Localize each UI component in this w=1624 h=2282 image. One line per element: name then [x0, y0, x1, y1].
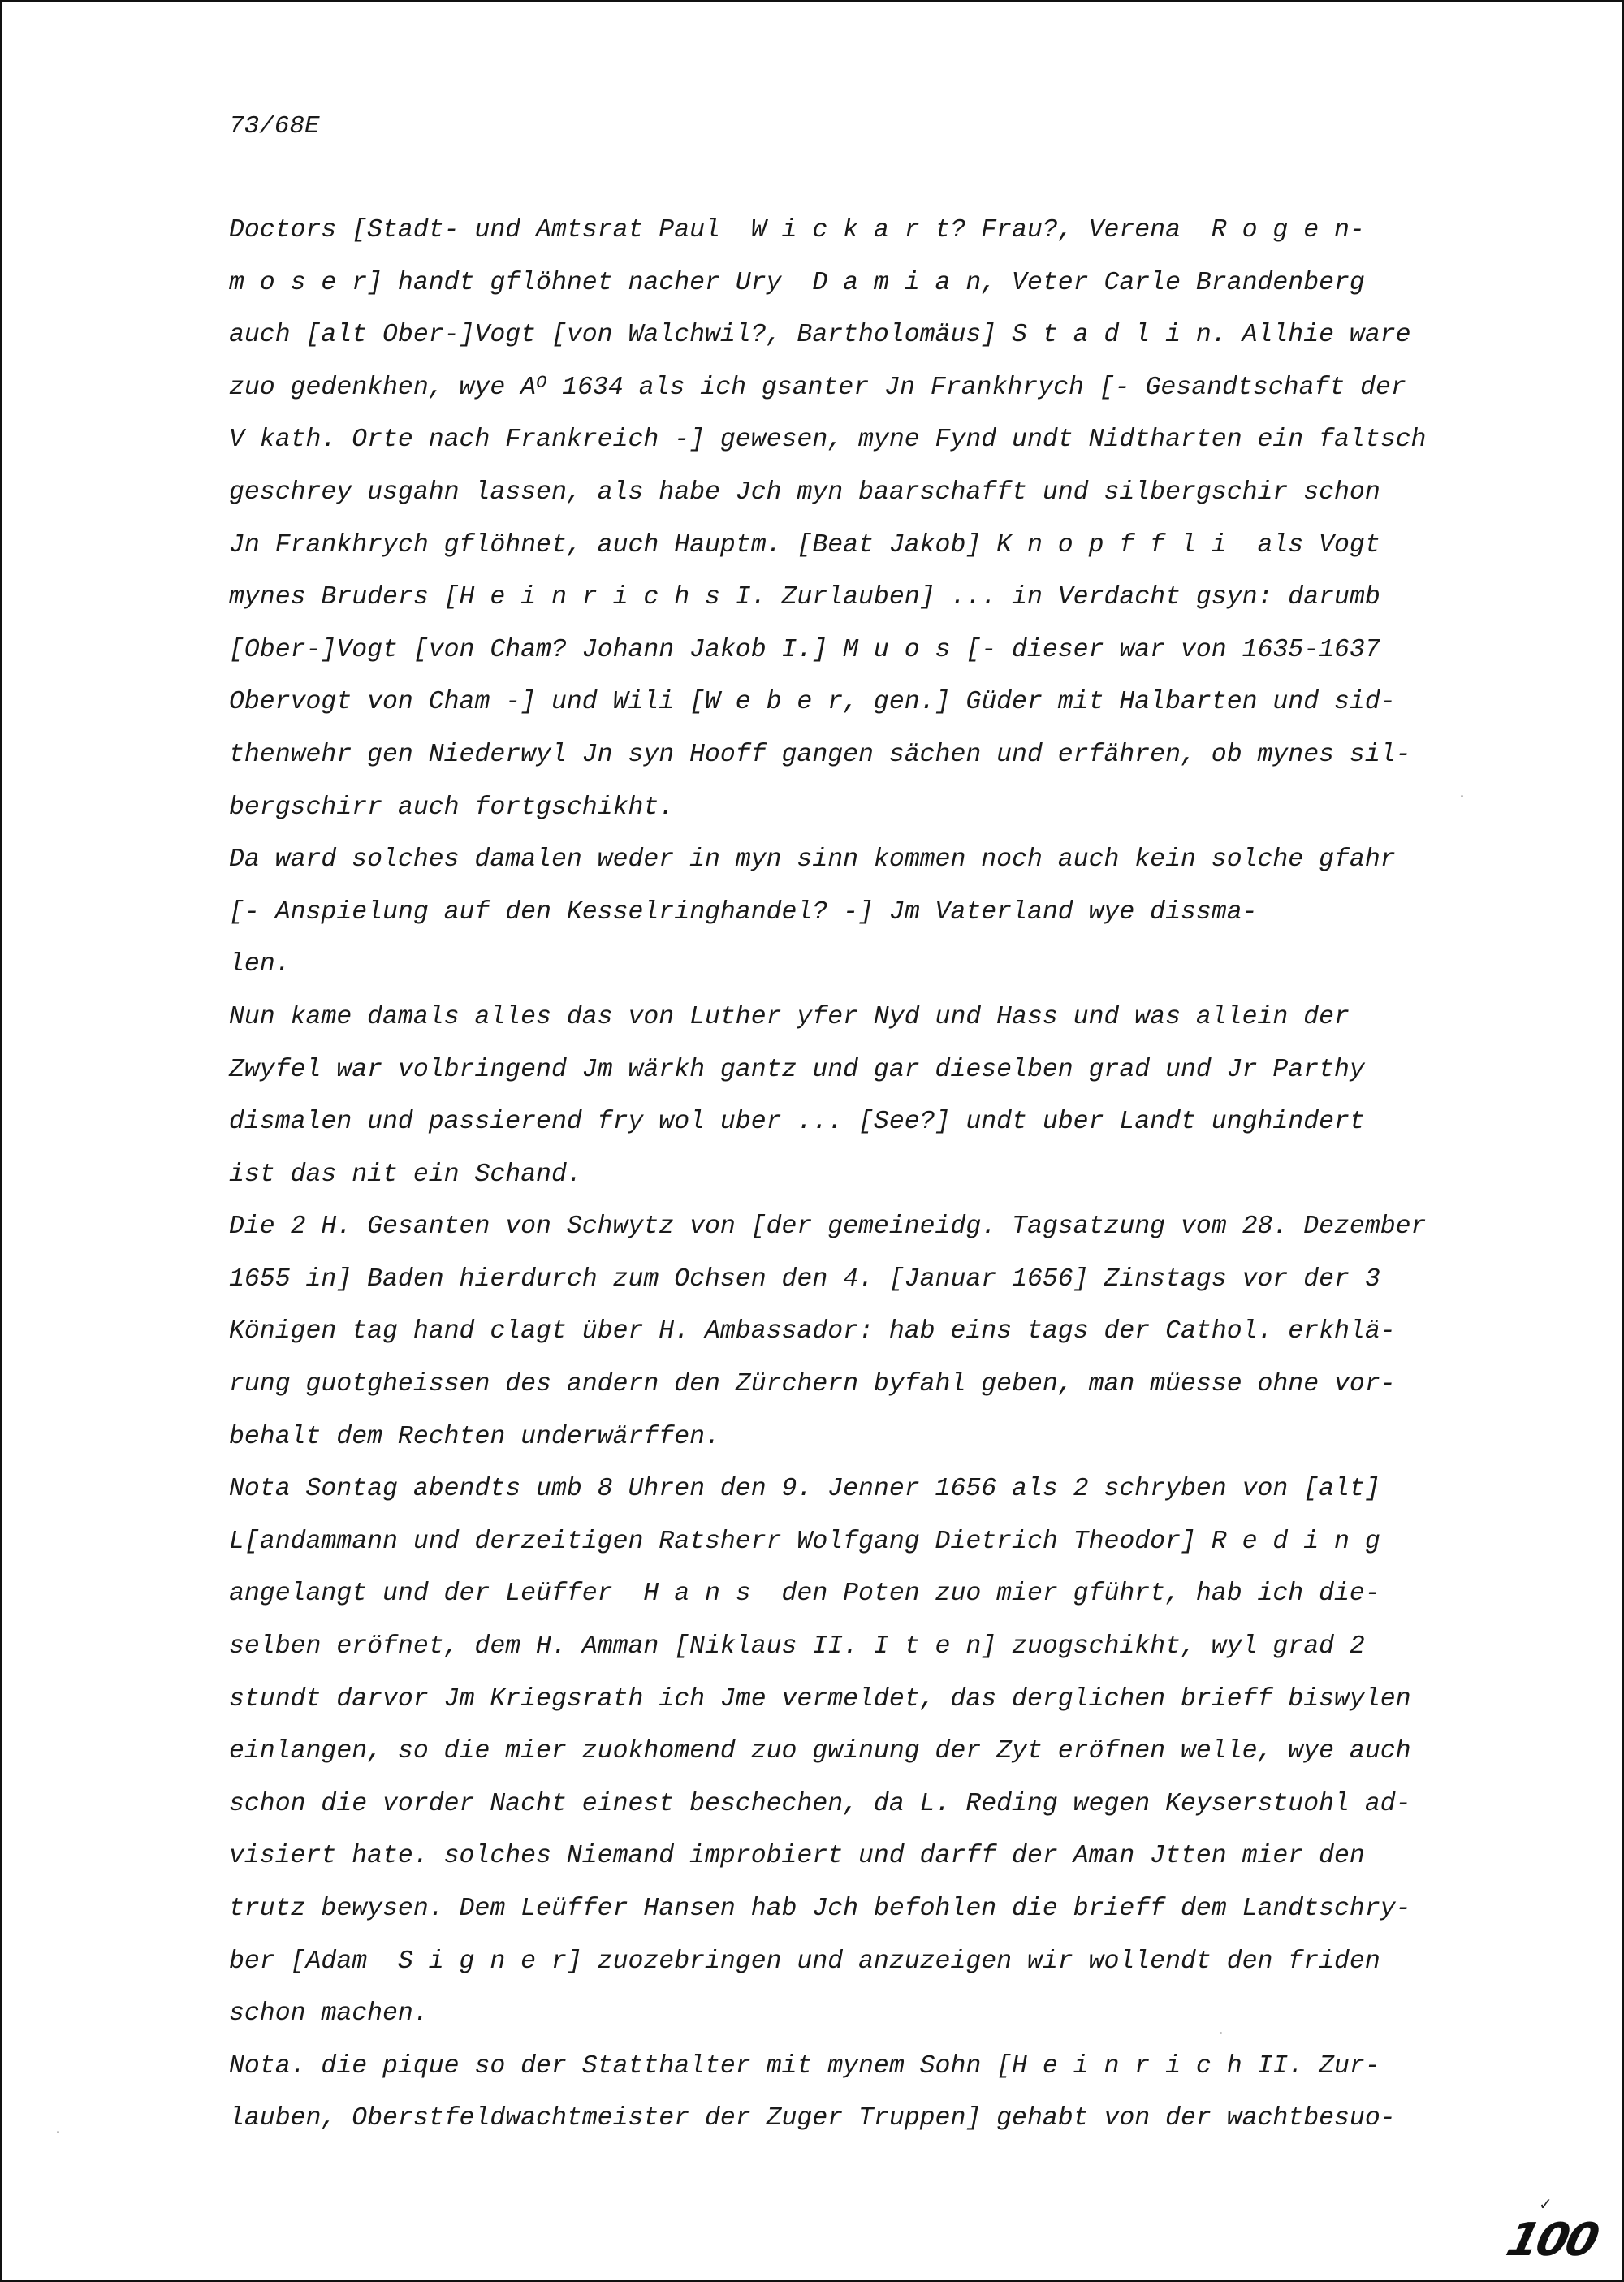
text-line-6: geschrey usgahn lassen, als habe Jch myn baarschafft und silbergschir schon — [229, 478, 1380, 507]
text-line-29: stundt darvor Jm Kriegsrath ich Jme vermeldet, das derglichen brieff biswylen — [229, 1684, 1411, 1714]
scan-speck — [1461, 795, 1463, 797]
check-mark-icon: ✓ — [1539, 2194, 1553, 2214]
text-line-33: trutz bewysen. Dem Leüffer Hansen hab Jch befohlen die brieff dem Landtschry- — [229, 1895, 1411, 1923]
text-line-22: Königen tag hand clagt über H. Ambassador: hab eins tags der Cathol. erkhlä- — [229, 1317, 1396, 1346]
text-line-19: ist das nit ein Schand. — [229, 1160, 582, 1189]
text-line-28: selben eröfnet, dem H. Amman [Niklaus II. I t e n] zuogschikht, wyl grad 2 — [229, 1632, 1365, 1662]
text-line-23: rung guotgheissen des andern den Zürchern byfahl geben, man müesse ohne vor- — [229, 1370, 1396, 1399]
text-line-4-end: 1634 als ich gsanter Jn Frankhrych [- Gesandtschaft der — [546, 373, 1406, 402]
transcription-text — [229, 205, 1512, 2146]
text-line-35: schon machen. — [229, 1999, 429, 2029]
text-line-1: Doctors [Stadt- und Amtsrat Paul W i c k a r t? Frau?, Verena R o g e n- — [229, 216, 1365, 244]
text-line-16: Nun kame damals alles das von Luther yfer Nyd und Hass und was allein der — [229, 1002, 1350, 1031]
text-line-4-start: zuo gedenkhen, wye A — [229, 373, 537, 402]
text-line-26: L[andammann und derzeitigen Ratsherr Wolfgang Dietrich Theodor] R e d i n g — [229, 1527, 1380, 1556]
text-line-10: Obervogt von Cham -] und Wili [W e b e r, gen.] Güder mit Halbarten und sid- — [229, 688, 1396, 717]
text-line-36: Nota. die pique so der Statthalter mit mynem Sohn [H e i n r i c h II. Zur- — [229, 2051, 1380, 2081]
text-line-15: len. — [229, 950, 291, 979]
text-line-31: schon die vorder Nacht einest beschechen, da L. Reding wegen Keyserstuohl ad- — [229, 1789, 1411, 1818]
scan-speck — [57, 2131, 59, 2133]
archive-reference: 73/68E — [229, 112, 320, 140]
text-line-14: [- Anspielung auf den Kesselringhandel? -] Jm Vaterland wye dissma- — [229, 897, 1258, 927]
text-line-34: ber [Adam S i g n e r] zuozebringen und anzuzeigen wir wollendt den friden — [229, 1947, 1380, 1976]
text-line-17: Zwyfel war volbringend Jm wärkh gantz und gar dieselben grad und Jr Parthy — [229, 1055, 1365, 1084]
text-line-25: Nota Sontag abendts umb 8 Uhren den 9. Jenner 1656 als 2 schryben von [alt] — [229, 1475, 1380, 1504]
text-line-24: behalt dem Rechten underwärffen. — [229, 1422, 720, 1451]
text-line-5: V kath. Orte nach Frankreich -] gewesen, myne Fynd undt Nidtharten ein faltsch — [229, 426, 1427, 455]
text-line-11: thenwehr gen Niederwyl Jn syn Hooff gangen sächen und erfähren, ob mynes sil- — [229, 740, 1411, 769]
text-line-30: einlangen, so die mier zuokhomend zuo gwinung der Zyt eröfnen welle, wye auch — [229, 1737, 1411, 1766]
superscript-o: O — [536, 372, 547, 393]
text-line-9: [Ober-]Vogt [von Cham? Johann Jakob I.] M u o s [- dieser war von 1635-1637 — [229, 635, 1380, 664]
text-line-21: 1655 in] Baden hierdurch zum Ochsen den 4. [Januar 1656] Zinstags vor der 3 — [229, 1264, 1380, 1294]
text-line-2: m o s e r] handt gflöhnet nacher Ury D a m i a n, Veter Carle Brandenberg — [229, 268, 1365, 297]
text-line-4 — [229, 362, 1512, 415]
text-line-27: angelangt und der Leüffer H a n s den Poten zuo mier gführt, hab ich die- — [229, 1580, 1380, 1609]
text-line-32: visiert hate. solches Niemand improbiert und darff der Aman Jtten mier den — [229, 1842, 1365, 1871]
scan-speck — [1220, 2032, 1222, 2034]
text-line-37: lauben, Oberstfeldwachtmeister der Zuger Truppen] gehabt von der wachtbesuo- — [229, 2104, 1396, 2133]
text-line-8: mynes Bruders [H e i n r i c h s I. Zurlauben] ... in Verdacht gsyn: darumb — [229, 583, 1380, 612]
text-line-20: Die 2 H. Gesanten von Schwytz von [der gemeineidg. Tagsatzung vom 28. Dezember — [229, 1212, 1427, 1242]
handwritten-page-number: 100 — [1501, 2214, 1603, 2267]
text-line-12: bergschirr auch fortgschikht. — [229, 793, 675, 822]
text-line-13: Da ward solches damalen weder in myn sinn kommen noch auch kein solche gfahr — [229, 845, 1396, 875]
text-line-7: Jn Frankhrych gflöhnet, auch Hauptm. [Beat Jakob] K n o p f f l i als Vogt — [229, 530, 1380, 560]
text-line-3: auch [alt Ober-]Vogt [von Walchwil?, Bartholomäus] S t a d l i n. Allhie ware — [229, 321, 1411, 350]
text-line-18: dismalen und passierend fry wol uber ... [See?] undt uber Landt unghindert — [229, 1108, 1365, 1137]
